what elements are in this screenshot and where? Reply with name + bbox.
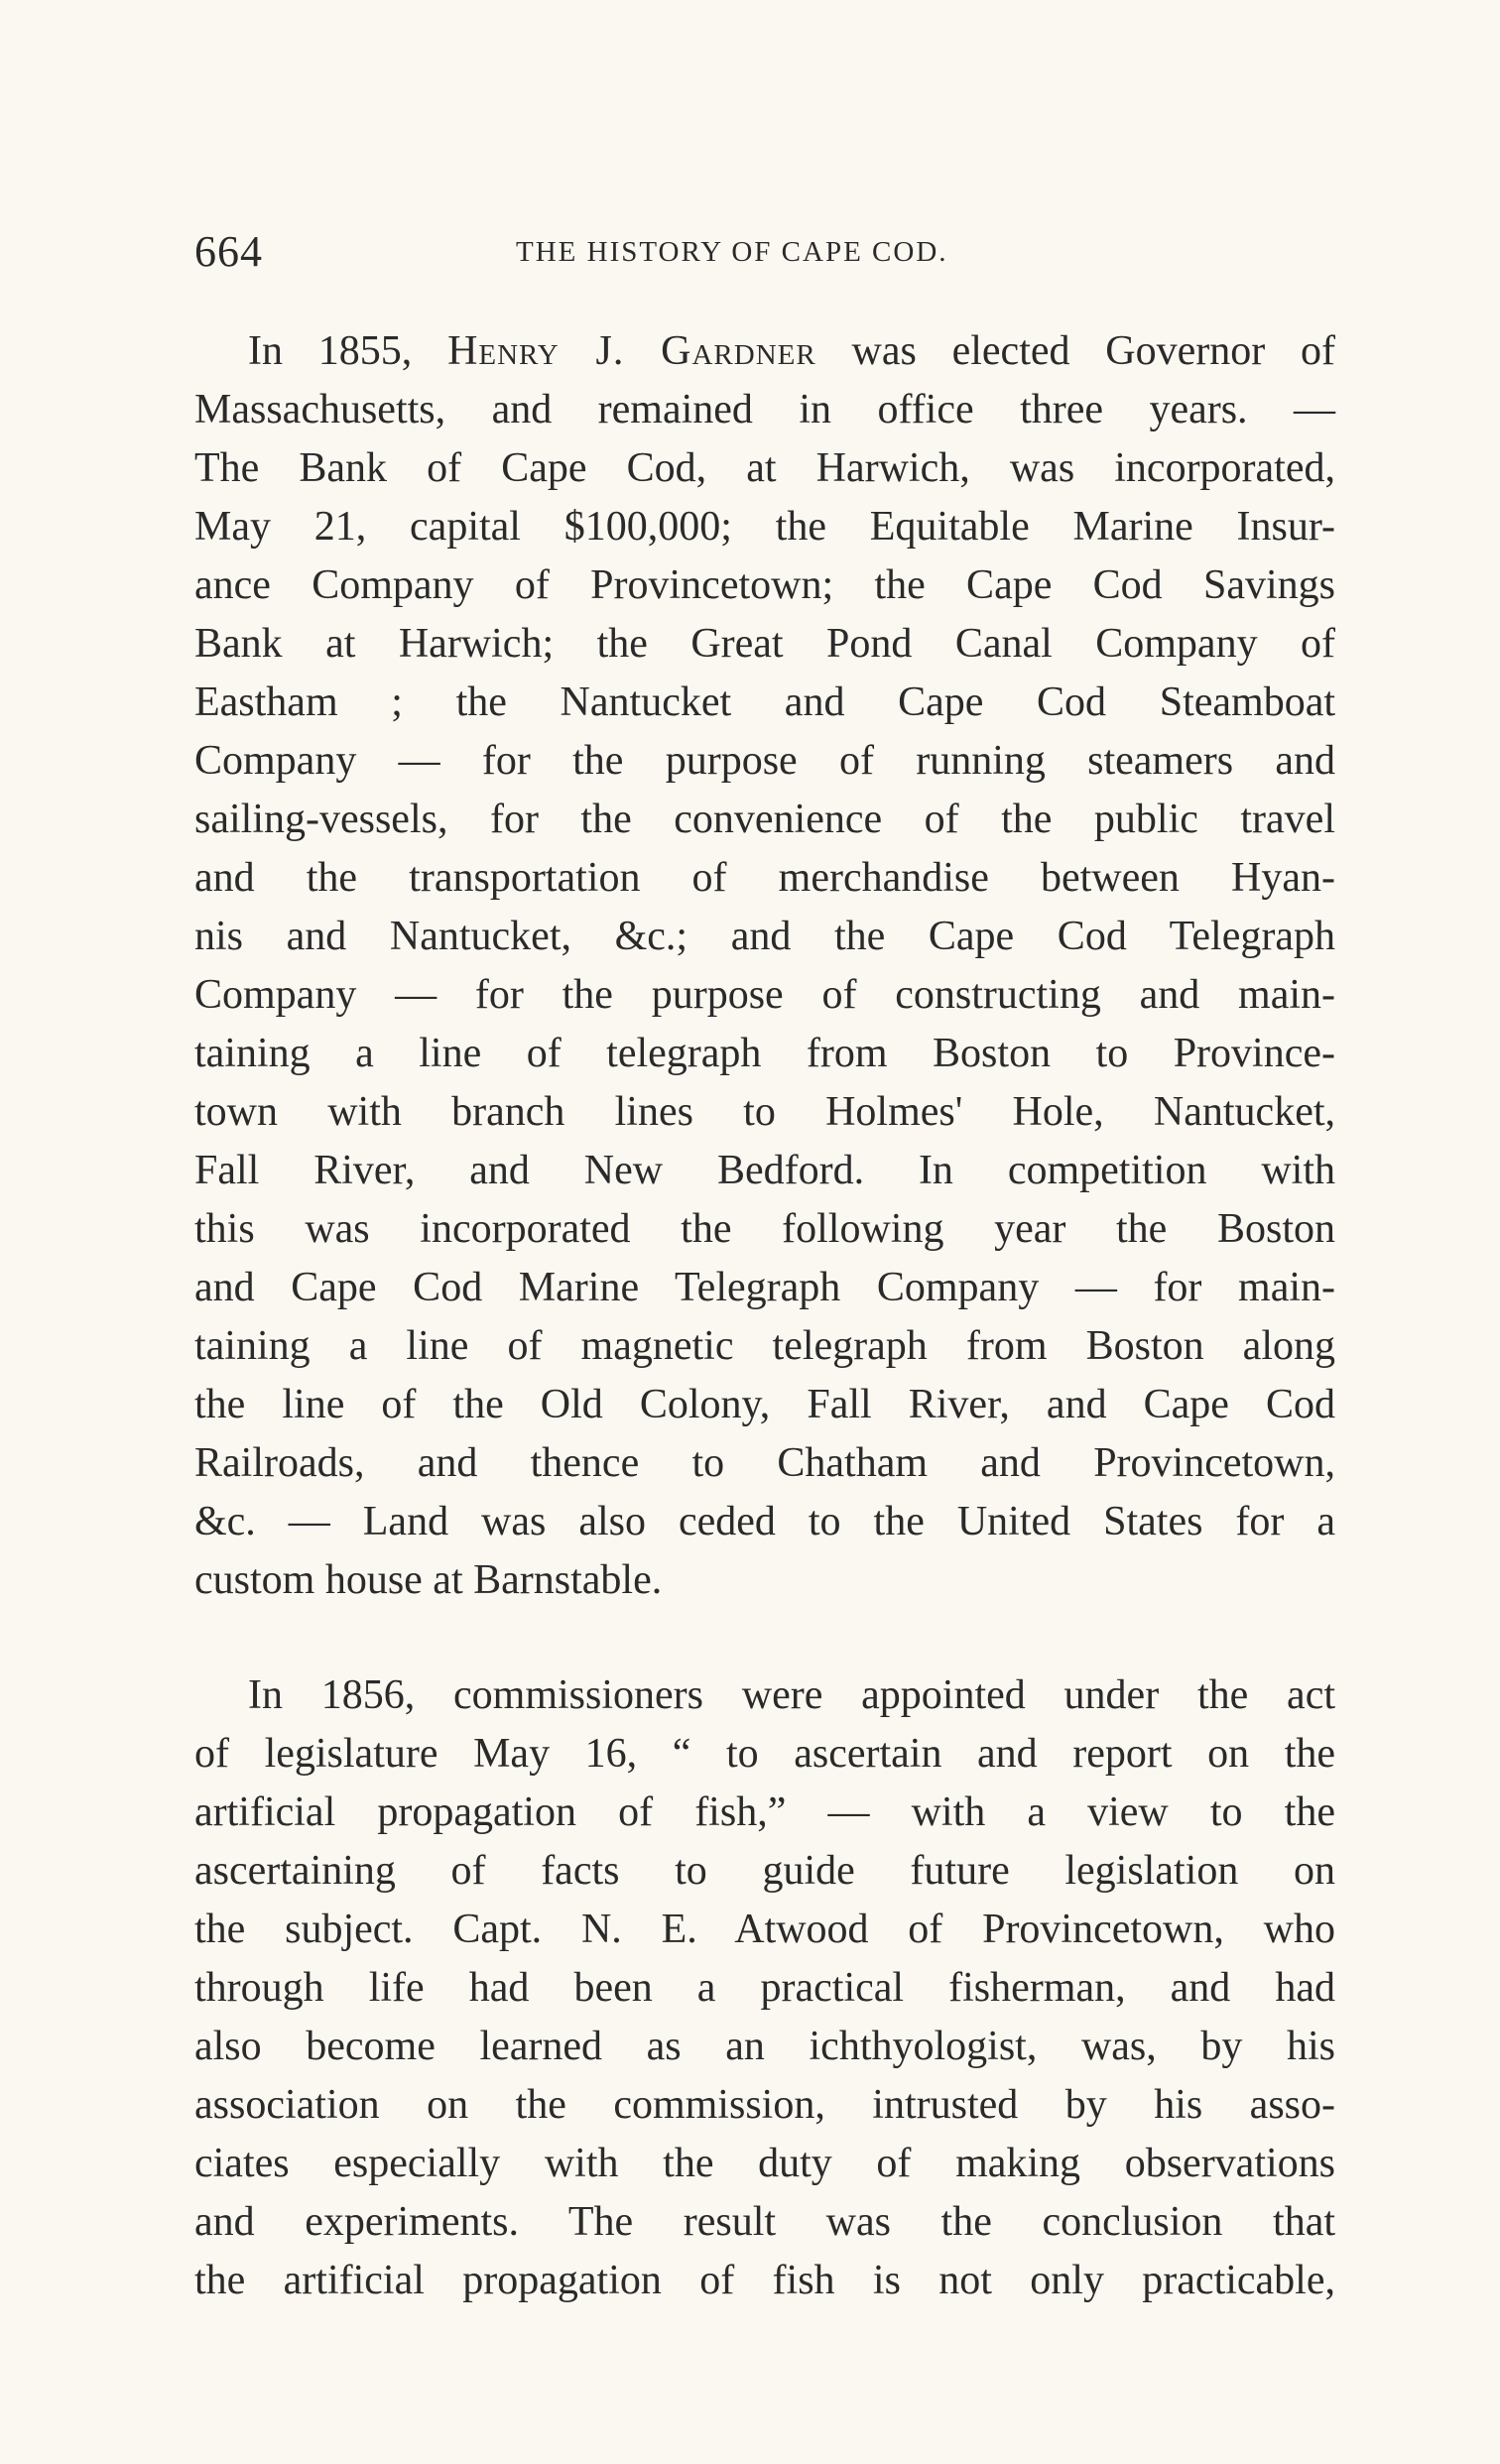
text-line: sailing-vessels, for the convenience of the public travel <box>194 797 1335 842</box>
running-title: THE HISTORY OF CAPE COD. <box>516 236 948 268</box>
running-head <box>194 226 1335 286</box>
text-line: Eastham ; the Nantucket and Cape Cod Steamboat <box>194 679 1335 725</box>
text-line: &c. — Land was also ceded to the United States for a <box>194 1499 1335 1544</box>
governor-name: Henry J. Gardner <box>447 328 816 374</box>
text-line: also become learned as an ichthyologist, was, by his <box>194 2024 1335 2069</box>
text-line: Bank at Harwich; the Great Pond Canal Company of <box>194 621 1335 667</box>
text-line: and the transportation of merchandise between Hyan- <box>194 855 1335 901</box>
text-line: of legislature May 16, “ to ascertain and report on the <box>194 1731 1335 1777</box>
text-line: ance Company of Provincetown; the Cape Cod Savings <box>194 562 1335 608</box>
text-line: nis and Nantucket, &c.; and the Cape Cod Telegraph <box>194 914 1335 959</box>
paragraph-1855 <box>194 322 1335 1610</box>
text-line: The Bank of Cape Cod, at Harwich, was incorporated, <box>194 445 1335 491</box>
text-line: May 21, capital $100,000; the Equitable Marine Insur- <box>194 504 1335 550</box>
text-line: custom house at Barnstable. <box>194 1557 663 1603</box>
text-line: Company — for the purpose of constructing and main- <box>194 972 1335 1018</box>
text-line: artificial propagation of fish,” — with a view to the <box>194 1789 1335 1835</box>
text-line: Massachusetts, and remained in office three years. — <box>194 387 1335 432</box>
text-line: Fall River, and New Bedford. In competition with <box>194 1148 1335 1193</box>
text-line: ciates especially with the duty of making observations <box>194 2141 1335 2186</box>
text-line: and experiments. The result was the conclusion that <box>194 2199 1335 2245</box>
text-line: In 1855, Henry J. Gardner was elected Governor of <box>248 328 1336 374</box>
text-line: the subject. Capt. N. E. Atwood of Provincetown, who <box>194 1907 1335 1952</box>
text-line: and Cape Cod Marine Telegraph Company — for main- <box>194 1265 1335 1310</box>
text-line: this was incorporated the following year the Boston <box>194 1206 1335 1252</box>
text-line: taining a line of telegraph from Boston to Province- <box>194 1031 1335 1076</box>
text-line: the line of the Old Colony, Fall River, and Cape Cod <box>194 1382 1335 1427</box>
text-line: ascertaining of facts to guide future legislation on <box>194 1848 1335 1894</box>
text-line: association on the commission, intrusted by his asso- <box>194 2082 1335 2128</box>
text-line: Railroads, and thence to Chatham and Provincetown, <box>194 1440 1335 1486</box>
paragraph-1856 <box>194 1666 1335 2310</box>
text-line: the artificial propagation of fish is not only practicable, <box>194 2258 1335 2303</box>
text-line: through life had been a practical fisherman, and had <box>194 1965 1335 2011</box>
text-line: town with branch lines to Holmes' Hole, Nantucket, <box>194 1089 1335 1135</box>
text-line: taining a line of magnetic telegraph from Boston along <box>194 1323 1335 1369</box>
text-line: In 1856, commissioners were appointed under the act <box>248 1672 1335 1718</box>
page-number: 664 <box>194 227 263 276</box>
text-line: Company — for the purpose of running steamers and <box>194 738 1335 784</box>
